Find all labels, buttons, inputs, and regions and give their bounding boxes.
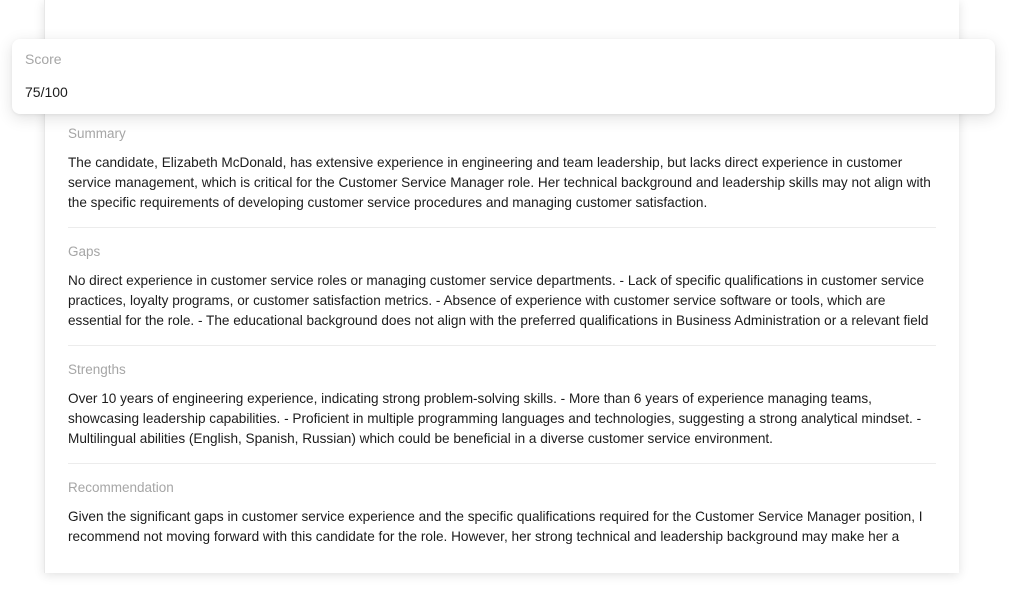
gaps-text: No direct experience in customer service roles or managing customer service departments. - Lack of specific qualifications in customer service practices, loyalty programs, or customer satisfaction metrics. - Absence of experience with customer service software or tools, which are essential for the role. - The educational background does not align with the preferred qualifications in Business Administration or a relevant field: [68, 273, 929, 328]
strengths-text: Over 10 years of engineering experience, indicating strong problem-solving skills. - More than 6 years of experience managing teams, showcasing leadership capabilities. - Proficient in multiple programming languages and technologies, suggesting a strong analytical mindset. - Multilingual abilities (English, Spanish, Russian) which could be beneficial in a diverse customer service environment.: [68, 391, 922, 446]
summary-text: The candidate, Elizabeth McDonald, has extensive experience in engineering and team leadership, but lacks direct experience in customer service management, which is critical for the Customer Service Manager role. Her technical background and leadership skills may not align with the specific requirements of developing customer service procedures and managing customer satisfaction.: [68, 155, 931, 210]
gaps-section: [68, 242, 936, 346]
summary-label: Summary: [68, 126, 126, 141]
report-sections: [68, 124, 936, 573]
gaps-label: Gaps: [68, 244, 101, 259]
score-card: [12, 39, 995, 114]
recommendation-text: Given the significant gaps in customer service experience and the specific qualifications required for the Customer Service Manager position, I recommend not moving forward with this candidate for the role. However, her strong technical and leadership background may make her a: [68, 509, 923, 544]
strengths-section: [68, 360, 936, 464]
strengths-label: Strengths: [68, 362, 126, 377]
score-label: Score: [25, 51, 62, 67]
recommendation-section: [68, 478, 936, 561]
score-value: 75/100: [25, 84, 68, 100]
recommendation-label: Recommendation: [68, 480, 174, 495]
summary-section: [68, 124, 936, 228]
